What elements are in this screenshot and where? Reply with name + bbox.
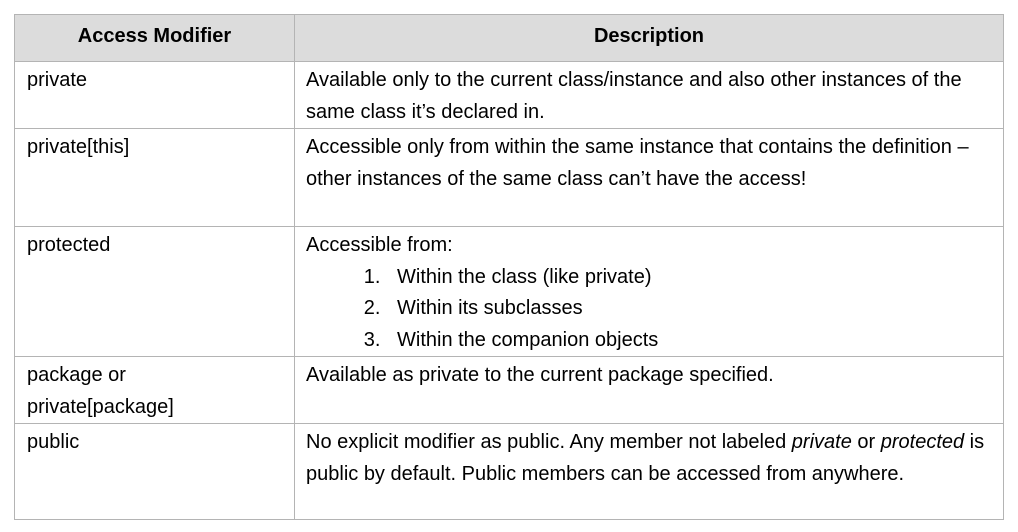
description-intro: Accessible from: [306,234,453,256]
list-item: 2. Within its subclasses [386,293,991,325]
list-item: 3. Within the companion objects [386,325,991,357]
modifier-cell: private[this] [15,129,295,227]
table-row [15,357,1004,424]
modifier-line: package or [27,364,126,386]
modifier-line: private[package] [27,395,174,418]
header-access-modifier: Access Modifier [15,15,295,62]
modifier-cell: protected [15,227,295,357]
description-text: or [851,431,881,453]
table-row [15,129,1004,227]
access-modifier-table [14,14,1004,520]
header-row [15,15,1004,62]
modifier-cell: private [15,62,295,129]
description-text: is public by default. Public members can be accessed from anywhere. [306,431,985,485]
emphasis-private: private [791,431,852,453]
description-cell [295,227,1004,357]
modifier-cell: public [15,424,295,520]
numbered-list [306,262,991,357]
header-description: Description [295,15,1004,62]
description-cell [295,424,1004,520]
description-cell: Available only to the current class/instance and also other instances of the same class it’s declared in. [295,62,1004,129]
table-row [15,227,1004,357]
table-row [15,424,1004,520]
emphasis-protected: protected [880,431,965,453]
description-cell: Available as private to the current package specified. [295,357,1004,424]
table-row [15,62,1004,129]
modifier-cell [15,357,295,424]
list-item: 1. Within the class (like private) [386,262,991,294]
table-header [15,15,1004,62]
table-body [15,62,1004,520]
description-text: No explicit modifier as public. Any member not labeled [306,431,792,453]
description-cell: Accessible only from within the same instance that contains the definition – other instances of the same class can’t have the access! [295,129,1004,227]
